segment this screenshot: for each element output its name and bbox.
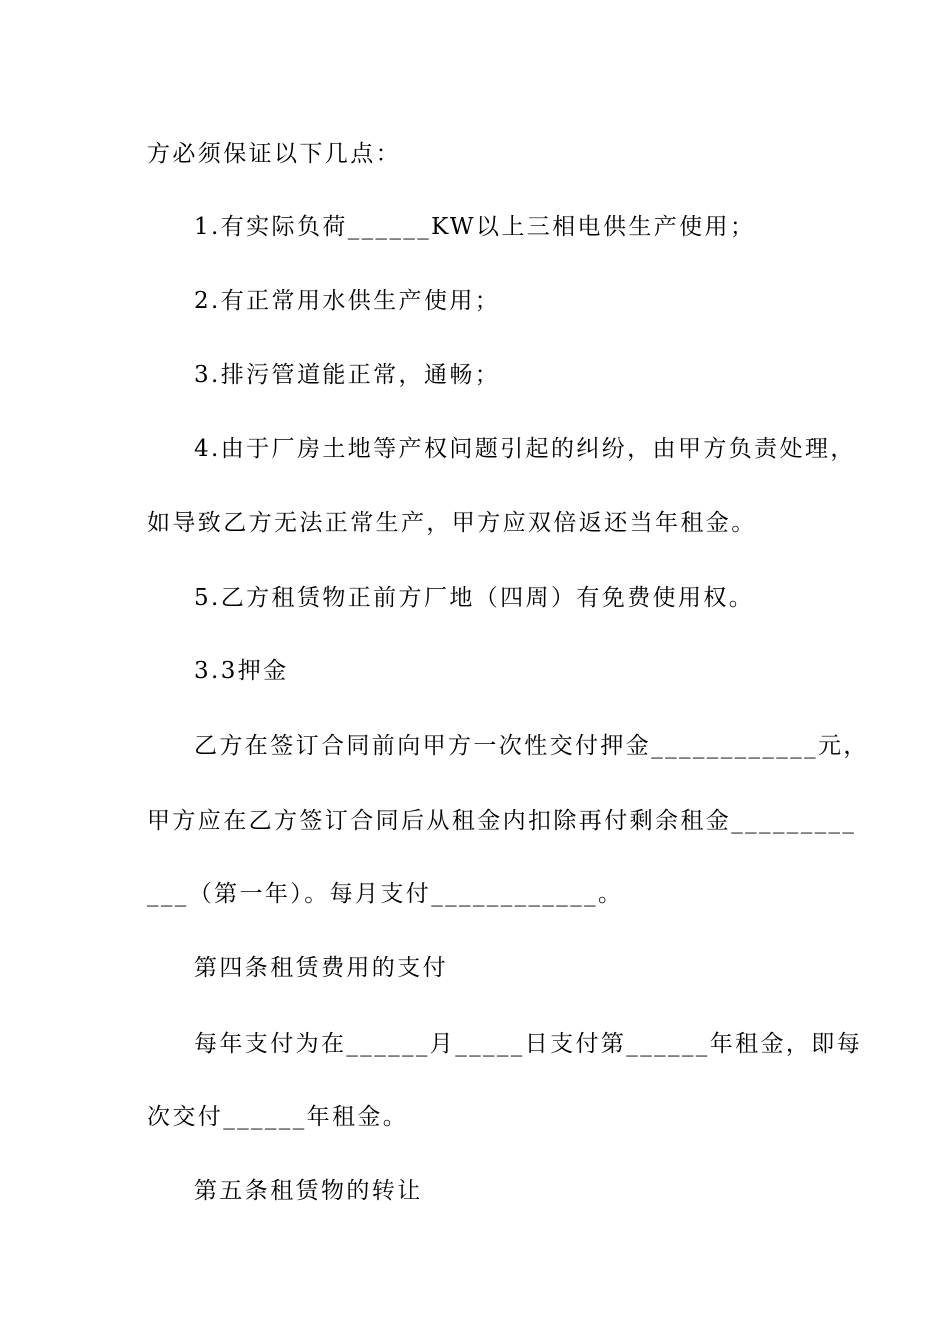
paragraph-deposit: 乙方在签订合同前向甲方一次性交付押金____________元， [194, 733, 869, 759]
paragraph-line: ___（第一年）。每月支付____________。 [147, 881, 624, 907]
paragraph-line: 次交付______年租金。 [147, 1104, 409, 1130]
paragraph-line: 甲方应在乙方签订合同后从租金内扣除再付剩余租金_________ [147, 808, 857, 834]
article-heading-transfer: 第五条租赁物的转让 [194, 1178, 423, 1204]
list-item-drainage: 3.排污管道能正常，通畅； [194, 362, 501, 388]
paragraph-line: 如导致乙方无法正常生产，甲方应双倍返还当年租金。 [147, 510, 757, 536]
list-item-free-use: 5.乙方租赁物正前方厂地（四周）有免费使用权。 [194, 585, 755, 611]
list-item-property-dispute: 4.由于厂房土地等产权问题引起的纠纷，由甲方负责处理， [194, 436, 856, 462]
article-heading-payment: 第四条租赁费用的支付 [194, 955, 448, 981]
list-item-power-supply: 1.有实际负荷______KW以上三相电供生产使用； [194, 214, 756, 240]
section-heading-deposit: 3.3押金 [194, 658, 289, 684]
paragraph-payment: 每年支付为在______月_____日支付第______年租金，即每 [194, 1031, 863, 1057]
list-item-water-supply: 2.有正常用水供生产使用； [194, 288, 501, 314]
paragraph-line: 方必须保证以下几点： [147, 141, 401, 167]
